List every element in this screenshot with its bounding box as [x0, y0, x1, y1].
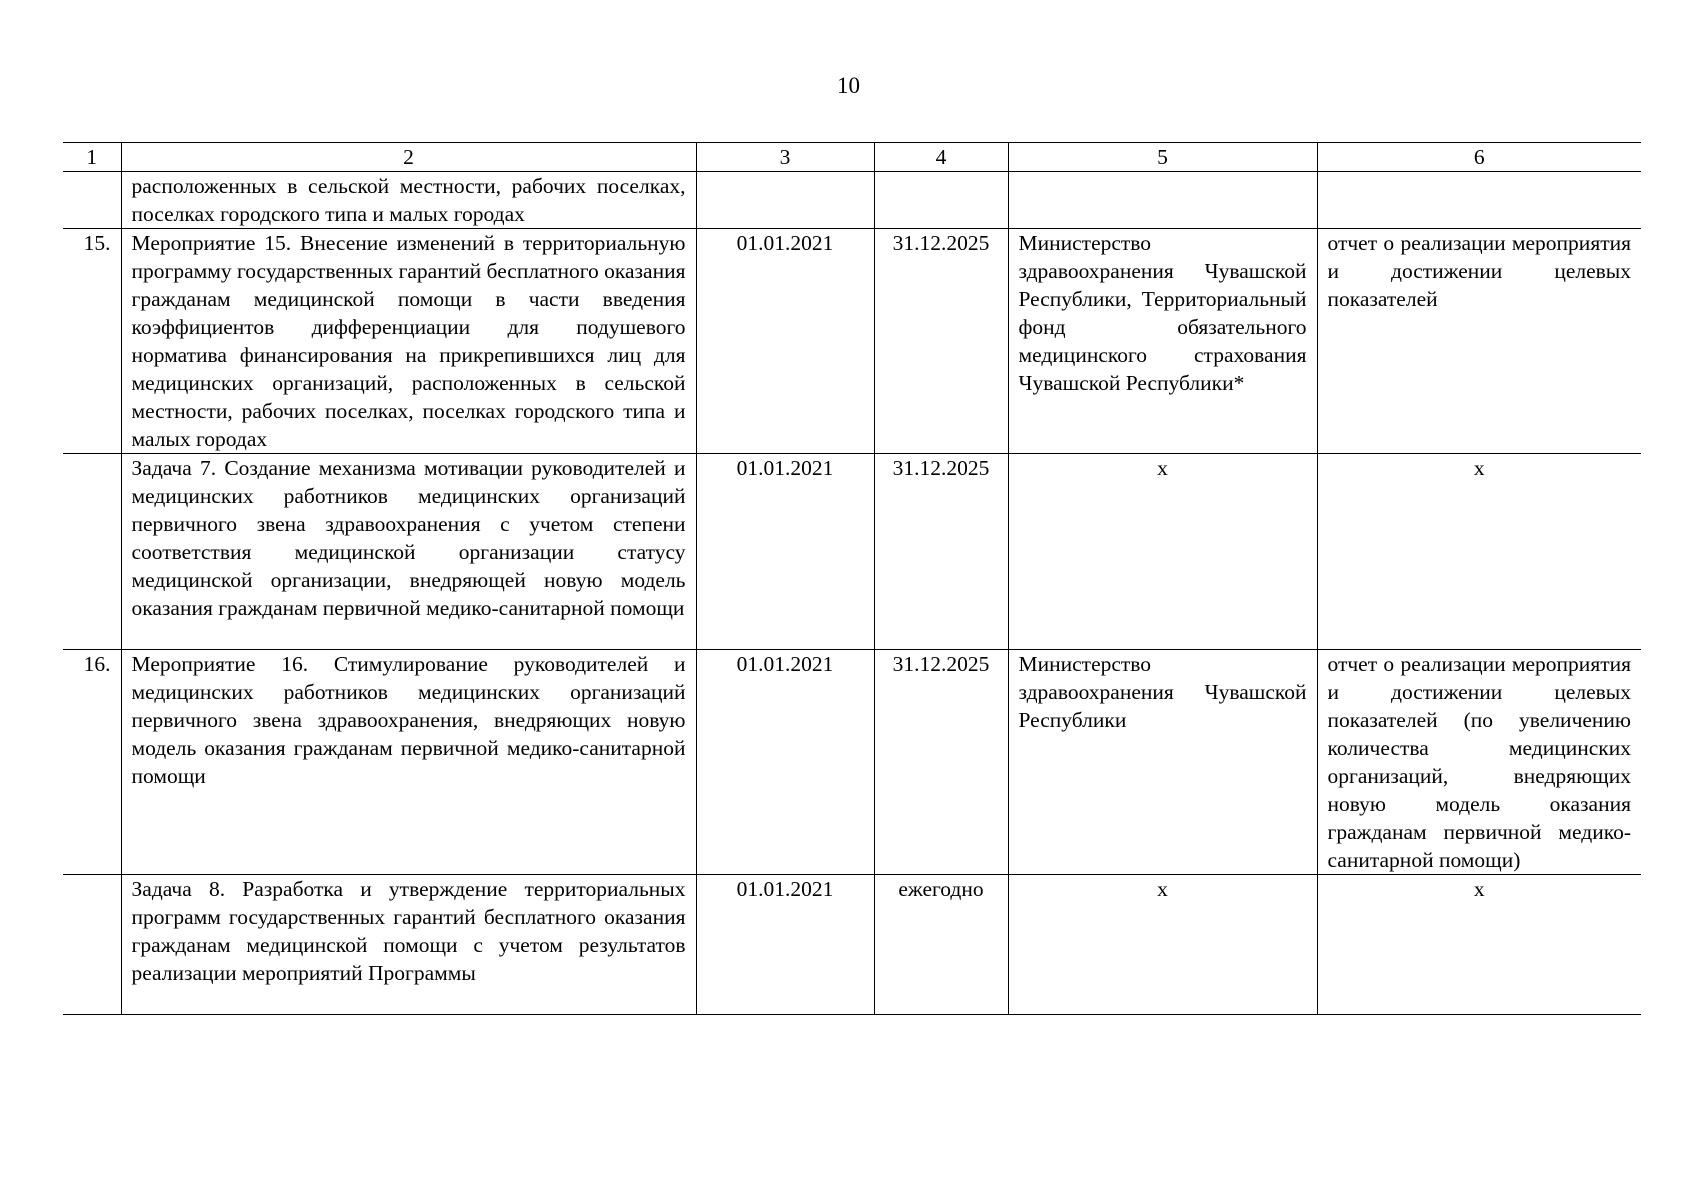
executor-cell: Министерство здравоохранения Чувашской Республики [1008, 650, 1317, 875]
result-cell [1317, 172, 1641, 229]
result-cell: отчет о реализации мероприятия и достижении целевых показателей (по увеличению количества медицинских организаций, внедряющих новую модель оказания гражданам первичной медико-санитарной помощи) [1317, 650, 1641, 875]
table-row [63, 650, 1641, 875]
table-header-row [63, 143, 1641, 172]
executor-cell: х [1008, 454, 1317, 650]
measure-name-cell: расположенных в сельской местности, рабочих поселках, поселках городского типа и малых городах [121, 172, 696, 229]
table-row [63, 875, 1641, 1015]
result-cell: х [1317, 454, 1641, 650]
column-header-6: 6 [1317, 143, 1641, 172]
end-date-cell [874, 172, 1008, 229]
start-date-cell [696, 172, 874, 229]
start-date-cell: 01.01.2021 [696, 454, 874, 650]
row-number-cell: 15. [63, 229, 121, 454]
column-header-1: 1 [63, 143, 121, 172]
column-header-5: 5 [1008, 143, 1317, 172]
page-number: 10 [837, 73, 860, 98]
end-date-cell: ежегодно [874, 875, 1008, 1015]
column-header-4: 4 [874, 143, 1008, 172]
executor-cell [1008, 172, 1317, 229]
row-number-cell [63, 875, 121, 1015]
table-row [63, 454, 1641, 650]
result-cell: х [1317, 875, 1641, 1015]
end-date-cell: 31.12.2025 [874, 650, 1008, 875]
measure-name-cell: Мероприятие 16. Стимулирование руководителей и медицинских работников медицинских организаций первичного звена здравоохранения, внедряющих новую модель оказания гражданам первичной медико-санитарной помощи [121, 650, 696, 875]
task-name-cell: Задача 8. Разработка и утверждение территориальных программ государственных гарантий бесплатного оказания гражданам медицинской помощи с учетом результатов реализации мероприятий Программы [121, 875, 696, 1015]
start-date-cell: 01.01.2021 [696, 650, 874, 875]
row-number-cell: 16. [63, 650, 121, 875]
measures-table [63, 142, 1641, 1015]
end-date-cell: 31.12.2025 [874, 229, 1008, 454]
executor-cell: х [1008, 875, 1317, 1015]
end-date-cell: 31.12.2025 [874, 454, 1008, 650]
result-cell: отчет о реализации мероприятия и достижении целевых показателей [1317, 229, 1641, 454]
row-number-cell [63, 172, 121, 229]
table-row [63, 229, 1641, 454]
executor-cell: Министерство здравоохранения Чувашской Республики, Территориальный фонд обязательного медицинского страхования Чувашской Республики* [1008, 229, 1317, 454]
measure-name-cell: Мероприятие 15. Внесение изменений в территориальную программу государственных гарантий бесплатного оказания гражданам медицинской помощи в части введения коэффициентов дифференциации для подушевого норматива финансирования на прикрепившихся лиц для медицинских организаций, расположенных в сельской местности, рабочих поселках, поселках городского типа и малых городах [121, 229, 696, 454]
task-name-cell: Задача 7. Создание механизма мотивации руководителей и медицинских работников медицинских организаций первичного звена здравоохранения с учетом степени соответствия медицинской организации статусу медицинской организации, внедряющей новую модель оказания гражданам первичной медико-санитарной помощи [121, 454, 696, 650]
column-header-2: 2 [121, 143, 696, 172]
table-row [63, 172, 1641, 229]
column-header-3: 3 [696, 143, 874, 172]
start-date-cell: 01.01.2021 [696, 875, 874, 1015]
row-number-cell [63, 454, 121, 650]
start-date-cell: 01.01.2021 [696, 229, 874, 454]
